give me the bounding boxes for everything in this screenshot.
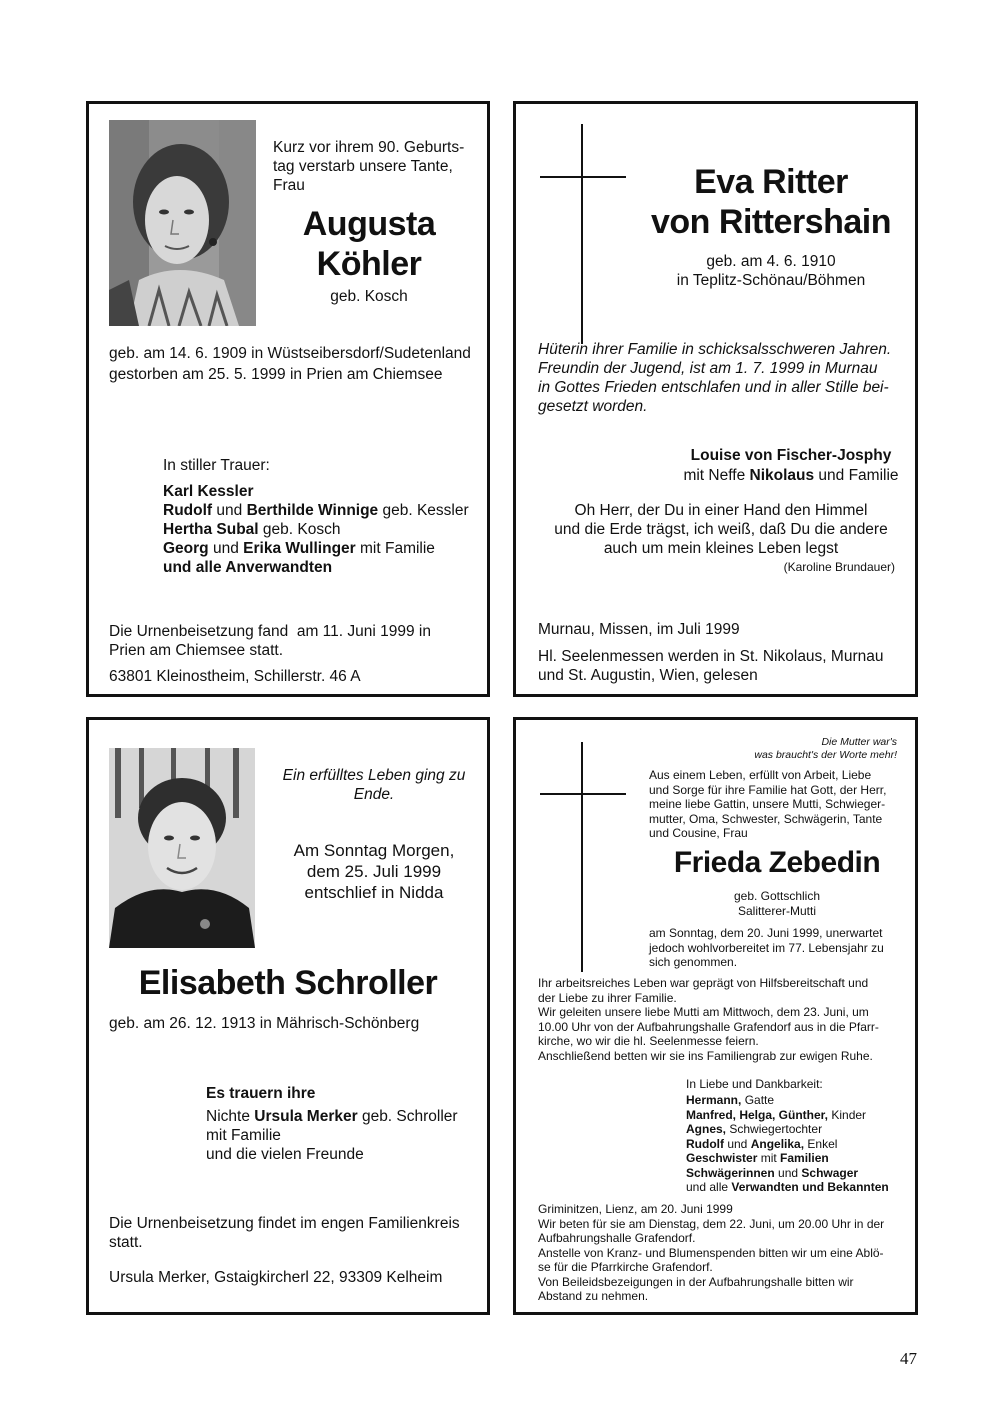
text-line: sich genommen.	[649, 955, 738, 969]
text-line: auch um mein kleines Leben legst	[603, 540, 839, 557]
text-line: Ihr arbeitsreiches Leben war geprägt von Hilfsbereitschaft und	[538, 976, 869, 990]
burial-info	[109, 1214, 489, 1252]
mourner-line: mit Neffe Nikolaus und Familie	[683, 467, 899, 484]
name-line: von Rittershain	[651, 203, 891, 241]
text-line: Aus einem Leben, erfüllt von Arbeit, Liebe	[649, 768, 872, 782]
mourner-line: und alle Verwandten und Bekannten	[686, 1180, 889, 1194]
text-line: mit Familie	[206, 1127, 281, 1144]
portrait-photo	[109, 120, 256, 326]
mourner-name: Louise von Fischer-Josphy	[690, 447, 892, 464]
deceased-name: Elisabeth Schroller	[138, 964, 438, 1002]
text-line: Die Mutter war's	[821, 736, 897, 748]
text-line: Freundin der Jugend, ist am 1. 7. 1999 in Murnau	[538, 360, 878, 377]
mourning-label: Es trauern ihre	[206, 1085, 316, 1102]
mourner-line: Rudolf und Angelika, Enkel	[686, 1136, 838, 1151]
text-line: Anstelle von Kranz- und Blumenspenden bitten wir um eine Ablö-	[538, 1245, 884, 1260]
tribute-text	[538, 340, 908, 416]
text-line: geb. am 4. 6. 1910	[706, 253, 836, 270]
birth-info: geb. am 26. 12. 1913 in Mährisch-Schönberg	[109, 1015, 420, 1032]
text-line: jedoch wohlvorbereitet im 77. Lebensjahr zu	[649, 940, 884, 955]
text-line: Wir beten für sie am Dienstag, dem 22. Juni, um 20.00 Uhr in der	[538, 1216, 885, 1231]
birth-line: geb. am 14. 6. 1909 in Wüstseibersdorf/Sudetenland	[109, 345, 471, 362]
text-line: Abstand zu nehmen.	[538, 1289, 649, 1303]
text-line: 10.00 Uhr von der Aufbahrungshalle Grafendorf aus in die Pfarr-	[538, 1019, 879, 1034]
text-line: Kurz vor ihrem 90. Geburts-	[273, 139, 465, 156]
text-line: in Teplitz-Schönau/Böhmen	[676, 272, 866, 289]
text-line: und die Erde trägst, ich weiß, daß Du die andere	[554, 521, 888, 538]
deceased-name	[636, 162, 906, 242]
address: 63801 Kleinostheim, Schillerstr. 46 A	[109, 668, 361, 685]
text-line: meine liebe Gattin, unsere Mutti, Schwieger-	[649, 797, 886, 811]
text-line: geb. Gottschlich	[733, 889, 821, 903]
mourner-line: Nichte Ursula Merker geb. Schroller	[206, 1108, 458, 1125]
text-line: se für die Pfarrkirche Grafendorf.	[538, 1260, 713, 1274]
text-line: Frau	[273, 177, 305, 194]
mass-info	[538, 647, 908, 685]
deceased-name: Frieda Zebedin	[673, 846, 881, 879]
text-line: Die Urnenbeisetzung fand am 11. Juni 1999 in	[109, 623, 431, 640]
birth-info	[636, 252, 906, 290]
mourners-list	[163, 482, 483, 577]
text-line: und die vielen Freunde	[206, 1146, 364, 1163]
address: Ursula Merker, Gstaigkircherl 22, 93309 Kelheim	[109, 1269, 443, 1286]
text-line: was braucht's der Worte mehr!	[754, 749, 897, 761]
mourners-list	[686, 1093, 906, 1195]
text-line: Salitterer-Mutti	[737, 903, 817, 918]
mourner-line: Hermann, Gatte	[686, 1093, 775, 1107]
intro-text	[273, 138, 483, 195]
text-line: Am Sonntag Morgen,	[293, 841, 455, 860]
obituary-card-augusta-koehler	[86, 101, 490, 697]
name-line: Eva Ritter	[694, 163, 848, 201]
mourner-line: Rudolf und Berthilde Winnige geb. Kessler	[163, 502, 469, 519]
portrait-photo	[109, 748, 255, 948]
burial-info	[109, 622, 489, 660]
text-line: dem 25. Juli 1999	[306, 862, 442, 881]
text-line: der Liebe zu ihrer Familie.	[538, 990, 677, 1005]
thanks-label: In Liebe und Dankbarkeit:	[686, 1077, 823, 1091]
text-line: Oh Herr, der Du in einer Hand den Himmel	[574, 502, 868, 519]
motto: Ein erfülltes Leben ging zu Ende.	[282, 767, 466, 803]
maiden-name	[646, 889, 908, 918]
text-line: tag verstarb unsere Tante,	[273, 158, 453, 175]
text-line: Aufbahrungshalle Grafendorf.	[538, 1231, 696, 1245]
obituary-card-frieda-zebedin	[513, 717, 918, 1315]
quote	[697, 736, 897, 762]
text-line: entschlief in Nidda	[304, 883, 444, 902]
mourner-line: Hertha Subal geb. Kosch	[163, 521, 341, 538]
text-line: und Sorge für ihre Familie hat Gott, der Herr,	[649, 782, 887, 797]
text-line: gesetzt worden.	[538, 398, 648, 415]
intro-text	[649, 768, 901, 841]
obituary-card-elisabeth-schroller	[86, 717, 490, 1315]
text-line: und Cousine, Frau	[649, 826, 748, 840]
mourner-line: Manfred, Helga, Günther, Kinder	[686, 1107, 867, 1122]
closing-info	[538, 1202, 902, 1304]
text-line: Griminitzen, Lienz, am 20. Juni 1999	[538, 1202, 733, 1216]
text-line: statt.	[109, 1234, 143, 1251]
text-line: Von Beileidsbezeigungen in der Aufbahrungshalle bitten wir	[538, 1274, 854, 1289]
text-line: und St. Augustin, Wien, gelesen	[538, 667, 758, 684]
mourner-line: Karl Kessler	[163, 483, 254, 500]
mourner-line: Geschwister mit Familien	[686, 1151, 829, 1165]
life-dates	[109, 344, 489, 384]
text-line: Anschließend betten wir sie ins Familiengrab zur ewigen Ruhe.	[538, 1048, 873, 1063]
text-line: Prien am Chiemsee statt.	[109, 642, 284, 659]
mourner-line: Agnes, Schwiegertochter	[686, 1122, 823, 1136]
life-summary	[538, 976, 902, 1063]
mourner-line: und alle Anverwandten	[163, 559, 333, 576]
mourning-label: In stiller Trauer:	[163, 457, 270, 474]
name-line: Köhler	[316, 245, 422, 283]
place-date: Murnau, Missen, im Juli 1999	[538, 621, 740, 638]
text-line: mutter, Oma, Schwester, Schwägerin, Tante	[649, 811, 883, 826]
prayer-author: (Karoline Brundauer)	[783, 560, 895, 574]
text-line: Hüterin ihrer Familie in schicksalsschweren Jahren.	[538, 341, 892, 358]
mourners-list	[206, 1107, 486, 1164]
text-line: Wir geleiten unsere liebe Mutti am Mittwoch, dem 23. Juni, um	[538, 1005, 869, 1019]
name-line: Augusta	[302, 205, 436, 243]
text-line: am Sonntag, dem 20. Juni 1999, unerwartet	[649, 926, 883, 940]
text-line: in Gottes Frieden entschlafen und in aller Stille bei-	[538, 379, 889, 396]
death-line: gestorben am 25. 5. 1999 in Prien am Chiemsee	[109, 366, 443, 383]
text-line: kirche, wo wir die hl. Seelenmesse feiern.	[538, 1034, 759, 1048]
page-number: 47	[900, 1349, 917, 1368]
mourner-line: Georg und Erika Wullinger mit Familie	[163, 540, 435, 557]
prayer-text	[536, 501, 906, 558]
text-line: Hl. Seelenmessen werden in St. Nikolaus, Murnau	[538, 648, 884, 665]
death-info	[649, 926, 901, 970]
text-line: Die Urnenbeisetzung findet im engen Familienkreis	[109, 1215, 460, 1232]
maiden-name: geb. Kosch	[330, 288, 408, 305]
death-info	[269, 840, 479, 903]
deceased-name	[269, 204, 469, 284]
obituary-card-eva-ritter	[513, 101, 918, 697]
mourner-line: Schwägerinnen und Schwager	[686, 1165, 859, 1180]
